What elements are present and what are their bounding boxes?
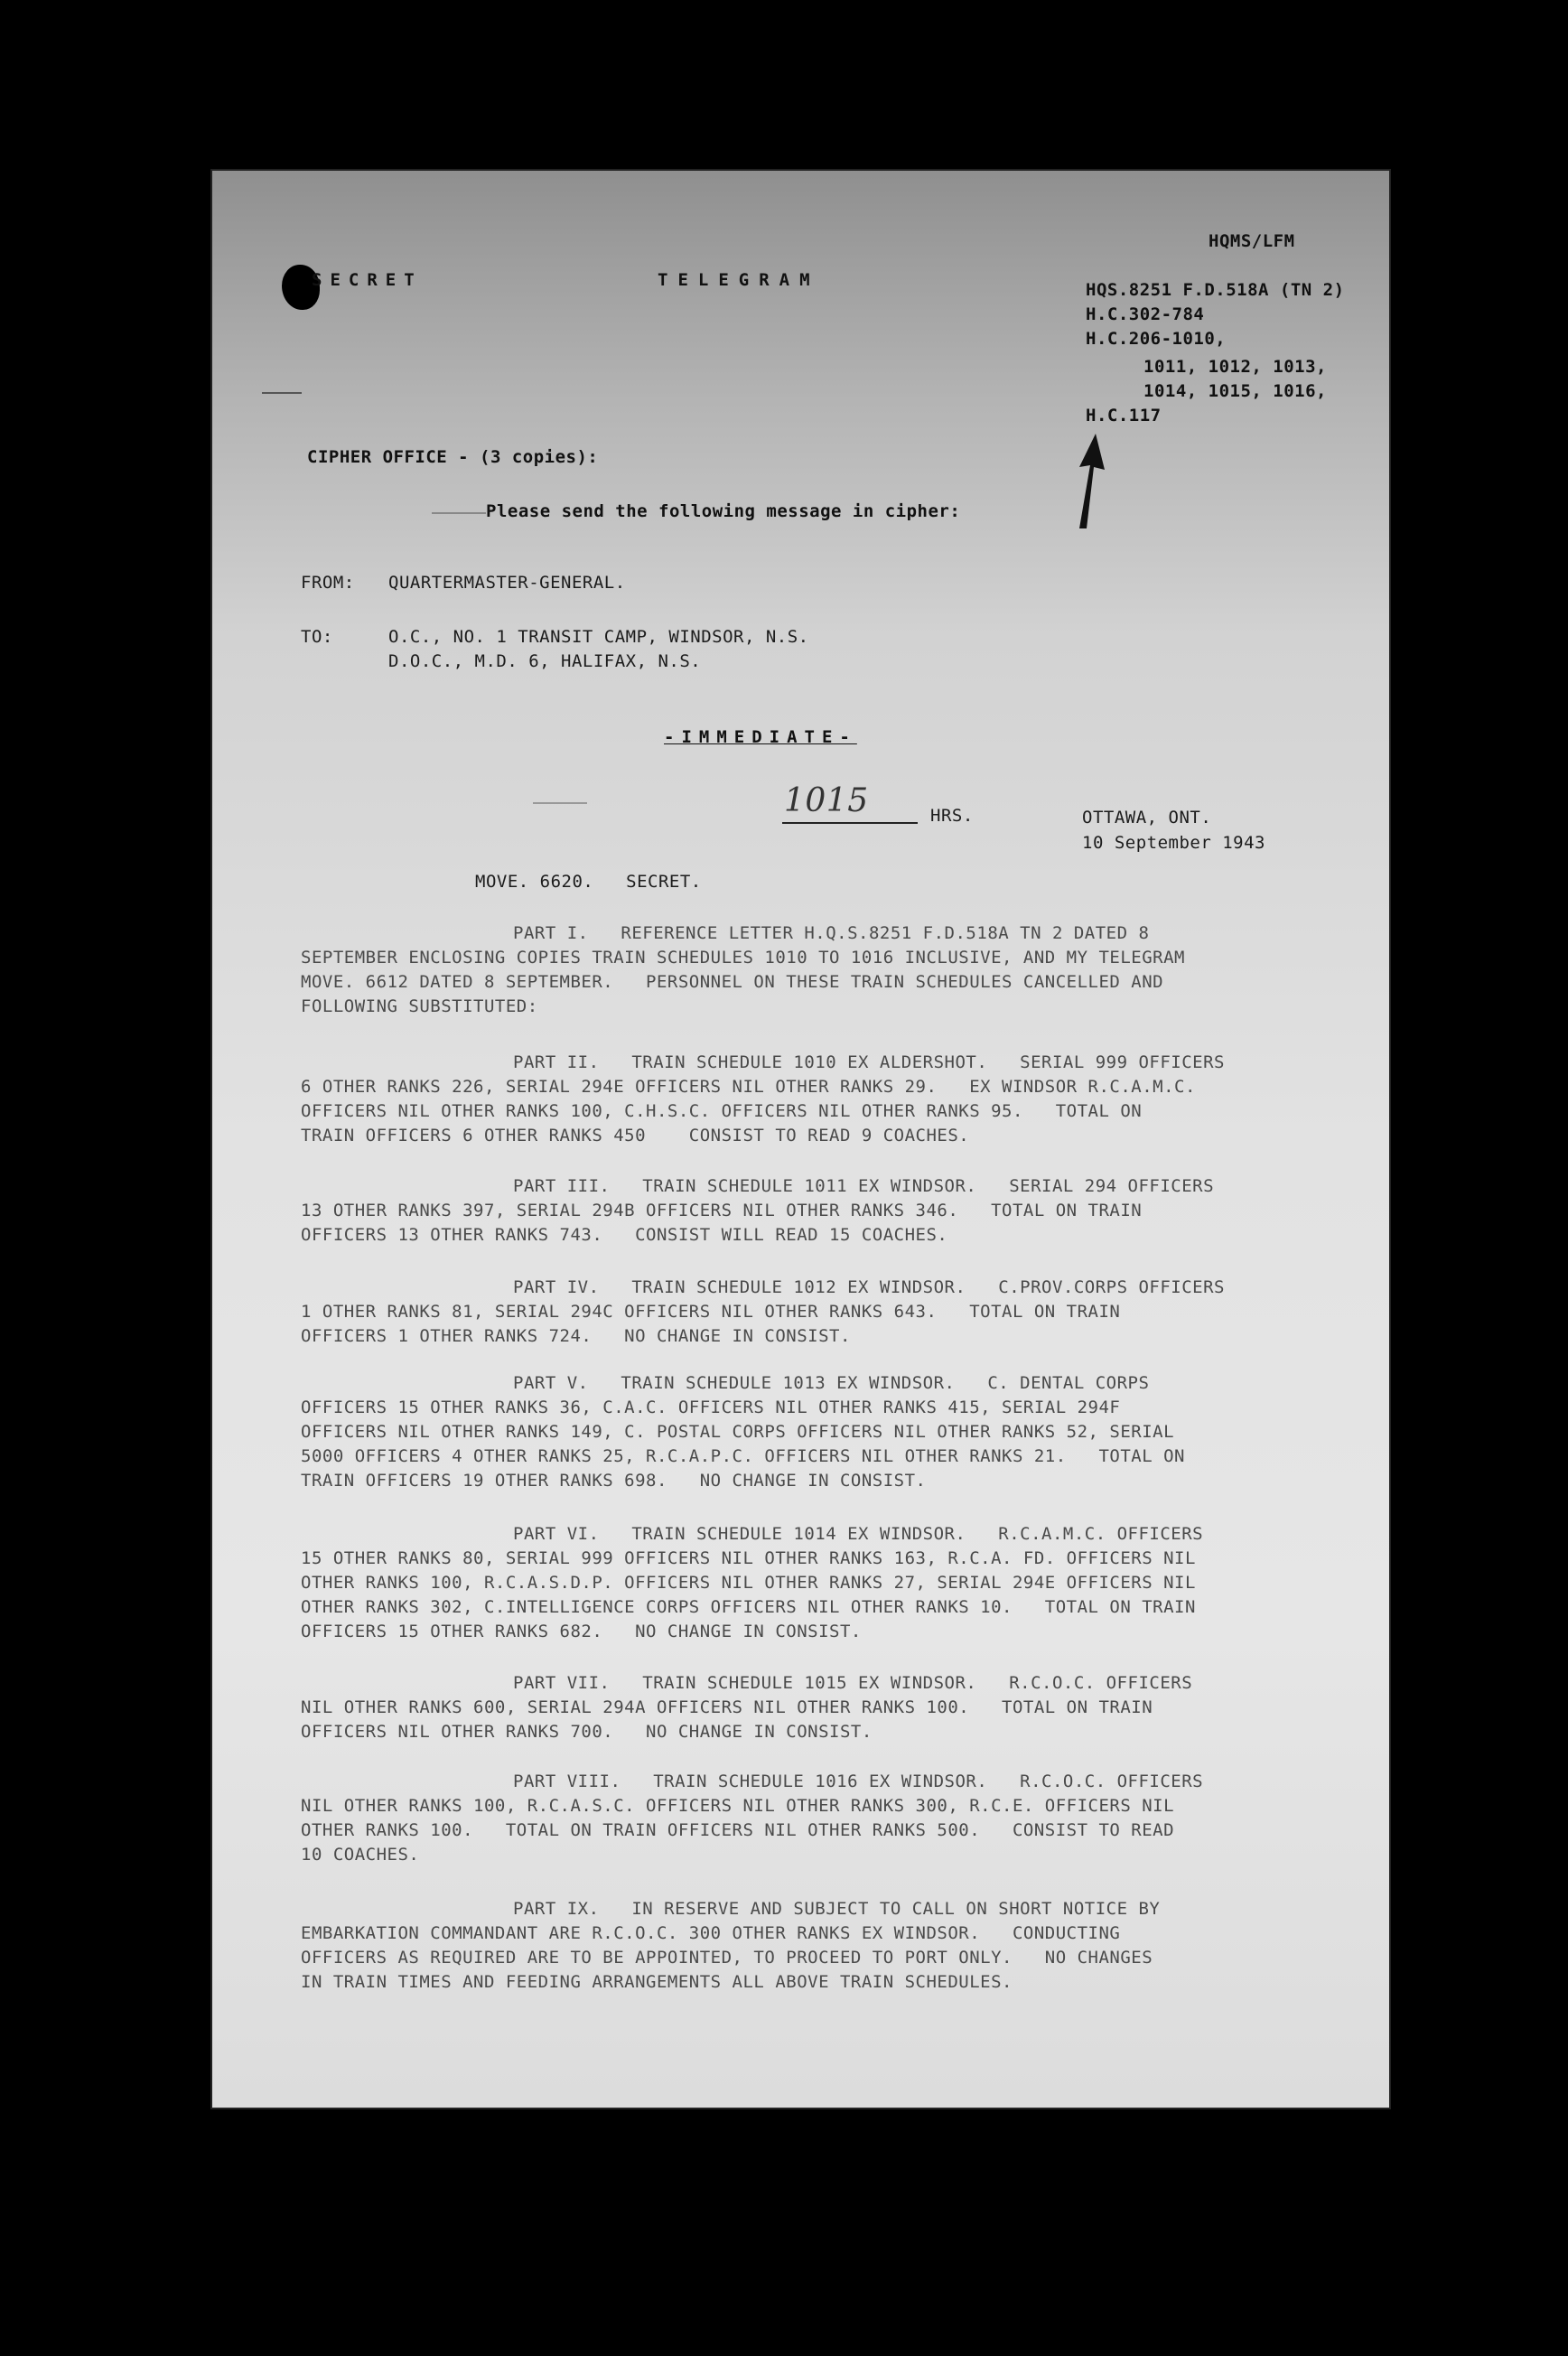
body-line: OFFICERS 15 OTHER RANKS 36, C.A.C. OFFICERS NIL OTHER RANKS 415, SERIAL 294F — [301, 1398, 1121, 1417]
body-line: SEPTEMBER ENCLOSING COPIES TRAIN SCHEDULES 1010 TO 1016 INCLUSIVE, AND MY TELEGRAM — [301, 948, 1185, 968]
message-reference: MOVE. 6620. SECRET. — [475, 872, 702, 892]
file-reference-line: HQS.8251 F.D.518A (TN 2) — [1086, 280, 1345, 300]
body-line: OFFICERS 15 OTHER RANKS 682. NO CHANGE IN CONSIST. — [301, 1622, 862, 1641]
file-reference-line: H.C.117 — [1086, 406, 1162, 425]
body-line: NIL OTHER RANKS 100, R.C.A.S.C. OFFICERS NIL OTHER RANKS 300, R.C.E. OFFICERS NIL — [301, 1796, 1175, 1816]
body-line: IN TRAIN TIMES AND FEEDING ARRANGEMENTS ALL ABOVE TRAIN SCHEDULES. — [301, 1972, 1013, 1992]
body-line: PART VI. TRAIN SCHEDULE 1014 EX WINDSOR. R.C.A.M.C. OFFICERS — [513, 1524, 1204, 1544]
cipher-office-line: CIPHER OFFICE - (3 copies): — [307, 447, 599, 467]
body-line: 5000 OFFICERS 4 OTHER RANKS 25, R.C.A.P.C. OFFICERS NIL OTHER RANKS 21. TOTAL ON — [301, 1446, 1185, 1466]
body-line: PART VIII. TRAIN SCHEDULE 1016 EX WINDSOR. R.C.O.C. OFFICERS — [513, 1772, 1204, 1791]
body-line: OFFICERS 13 OTHER RANKS 743. CONSIST WILL READ 15 COACHES. — [301, 1225, 948, 1245]
body-line: TRAIN OFFICERS 19 OTHER RANKS 698. NO CHANGE IN CONSIST. — [301, 1471, 927, 1491]
time-rule — [533, 802, 587, 804]
body-line: OFFICERS NIL OTHER RANKS 149, C. POSTAL CORPS OFFICERS NIL OTHER RANKS 52, SERIAL — [301, 1422, 1175, 1442]
hrs-label: HRS. — [930, 806, 974, 826]
place-label: OTTAWA, ONT. — [1082, 808, 1212, 827]
handwritten-time: 1015 — [784, 782, 869, 819]
to-label: TO: — [301, 627, 333, 647]
body-line: PART IX. IN RESERVE AND SUBJECT TO CALL ON SHORT NOTICE BY — [513, 1899, 1161, 1919]
file-reference-line: H.C.302-784 — [1086, 304, 1205, 324]
cipher-rule — [432, 512, 486, 514]
margin-tick — [262, 392, 302, 394]
to-value: O.C., NO. 1 TRANSIT CAMP, WINDSOR, N.S. — [388, 627, 809, 647]
body-line: 6 OTHER RANKS 226, SERIAL 294E OFFICERS NIL OTHER RANKS 29. EX WINDSOR R.C.A.M.C. — [301, 1077, 1196, 1097]
body-line: OFFICERS 1 OTHER RANKS 724. NO CHANGE IN CONSIST. — [301, 1326, 851, 1346]
to-value: D.O.C., M.D. 6, HALIFAX, N.S. — [388, 651, 702, 671]
body-line: NIL OTHER RANKS 600, SERIAL 294A OFFICERS NIL OTHER RANKS 100. TOTAL ON TRAIN — [301, 1697, 1153, 1717]
date-label: 10 September 1943 — [1082, 833, 1265, 853]
body-line: PART II. TRAIN SCHEDULE 1010 EX ALDERSHOT. SERIAL 999 OFFICERS — [513, 1052, 1225, 1072]
body-line: PART VII. TRAIN SCHEDULE 1015 EX WINDSOR. R.C.O.C. OFFICERS — [513, 1673, 1193, 1693]
classification-label: SECRET — [312, 270, 423, 290]
body-line: 1 OTHER RANKS 81, SERIAL 294C OFFICERS NIL OTHER RANKS 643. TOTAL ON TRAIN — [301, 1302, 1121, 1322]
body-line: FOLLOWING SUBSTITUTED: — [301, 996, 538, 1016]
body-line: PART III. TRAIN SCHEDULE 1011 EX WINDSOR. SERIAL 294 OFFICERS — [513, 1176, 1215, 1196]
cipher-instruction: Please send the following message in cipher: — [486, 501, 961, 521]
body-line: TRAIN OFFICERS 6 OTHER RANKS 450 CONSIST TO READ 9 COACHES. — [301, 1126, 970, 1145]
file-reference-line: 1011, 1012, 1013, — [1143, 357, 1327, 377]
body-line: PART IV. TRAIN SCHEDULE 1012 EX WINDSOR. C.PROV.CORPS OFFICERS — [513, 1277, 1225, 1297]
file-reference-top: HQMS/LFM — [1209, 231, 1295, 251]
body-line: OTHER RANKS 100. TOTAL ON TRAIN OFFICERS NIL OTHER RANKS 500. CONSIST TO READ — [301, 1820, 1175, 1840]
body-line: OFFICERS NIL OTHER RANKS 700. NO CHANGE IN CONSIST. — [301, 1722, 873, 1742]
body-line: OTHER RANKS 302, C.INTELLIGENCE CORPS OFFICERS NIL OTHER RANKS 10. TOTAL ON TRAIN — [301, 1597, 1196, 1617]
time-underline — [782, 822, 918, 824]
handwritten-arrow-mark — [1052, 429, 1125, 538]
body-line: PART V. TRAIN SCHEDULE 1013 EX WINDSOR. C. DENTAL CORPS — [513, 1373, 1150, 1393]
from-value: QUARTERMASTER-GENERAL. — [388, 573, 626, 593]
body-line: 13 OTHER RANKS 397, SERIAL 294B OFFICERS NIL OTHER RANKS 346. TOTAL ON TRAIN — [301, 1201, 1143, 1220]
document-type-label: TELEGRAM — [658, 270, 820, 290]
body-line: EMBARKATION COMMANDANT ARE R.C.O.C. 300 OTHER RANKS EX WINDSOR. CONDUCTING — [301, 1923, 1121, 1943]
priority-label: -IMMEDIATE- — [664, 727, 857, 747]
body-line: MOVE. 6612 DATED 8 SEPTEMBER. PERSONNEL ON THESE TRAIN SCHEDULES CANCELLED AND — [301, 972, 1164, 992]
body-line: OFFICERS AS REQUIRED ARE TO BE APPOINTED, TO PROCEED TO PORT ONLY. NO CHANGES — [301, 1948, 1153, 1968]
file-reference-line: H.C.206-1010, — [1086, 329, 1227, 349]
body-line: PART I. REFERENCE LETTER H.Q.S.8251 F.D.518A TN 2 DATED 8 — [513, 923, 1150, 943]
body-line: 10 COACHES. — [301, 1845, 420, 1865]
body-line: OFFICERS NIL OTHER RANKS 100, C.H.S.C. OFFICERS NIL OTHER RANKS 95. TOTAL ON — [301, 1101, 1143, 1121]
body-line: 15 OTHER RANKS 80, SERIAL 999 OFFICERS NIL OTHER RANKS 163, R.C.A. FD. OFFICERS NIL — [301, 1548, 1196, 1568]
file-reference-line: 1014, 1015, 1016, — [1143, 381, 1327, 401]
from-label: FROM: — [301, 573, 355, 593]
body-line: OTHER RANKS 100, R.C.A.S.D.P. OFFICERS NIL OTHER RANKS 27, SERIAL 294E OFFICERS NIL — [301, 1573, 1196, 1593]
